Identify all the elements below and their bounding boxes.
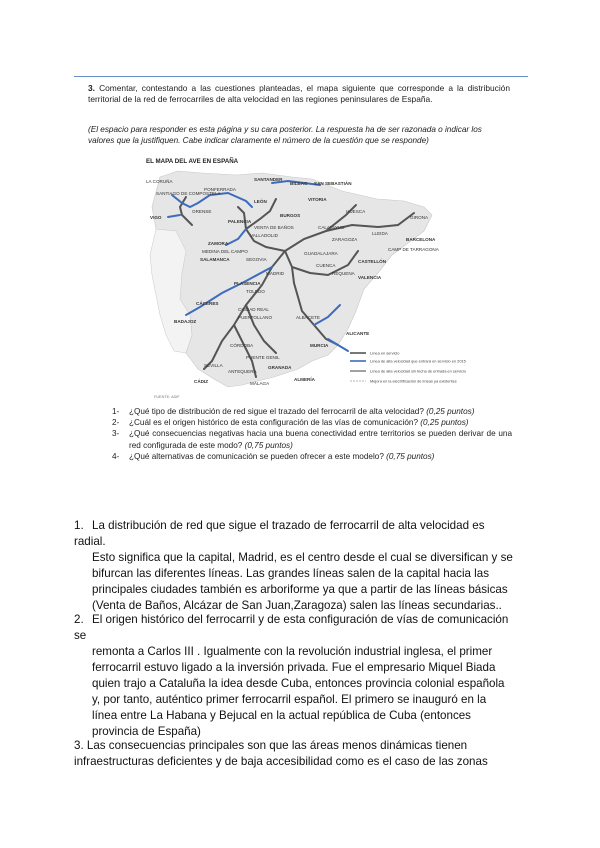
question-heading-text: Comentar, contestando a las cuestiones planteadas, el mapa siguiente que corresponde a la distribución territorial de la red de ferrocarriles de alta velocidad en las regiones peninsulares de España. (88, 83, 510, 105)
city-puentegenil: PUENTE GENIL (246, 355, 280, 360)
legend-nodate: Línea de alta velocidad sin fecha de entrada en servicio (370, 368, 467, 374)
city-girona: GIRONA (410, 215, 429, 220)
city-salamanca: SALAMANCA (200, 257, 230, 262)
subquestion-points: (0,75 puntos) (386, 451, 435, 461)
answer-2-body: remonta a Carlos III . Igualmente con la revolución industrial inglesa, el primer ferrocarril estuvo ligado a la inversión privada. Fue el empresario Miquel Biada quien trajo a Cataluña la idea desde Cuba, entonces provincia colonial española y, por tanto, auténtico primer ferrocarril español. El primero se inauguró en la línea entre La Habana y Bejucal en la actual república de Cuba (entonces provincia de España) (92, 645, 505, 738)
map-credit: FUENTE: ADIF (154, 395, 180, 399)
city-madrid: MADRID (266, 271, 285, 276)
city-ponferrada: PONFERRADA (204, 187, 236, 192)
subquestion-points: (0,25 puntos) (426, 407, 475, 416)
city-toledo: TOLEDO (246, 289, 265, 294)
answer-1-body: Esto significa que la capital, Madrid, es el centro desde el cual se diversifican y se bifurcan las diferentes líneas. Las grandes líneas salen de la capital hacia las principales ciudades también es arboriforme ya que a partir de las líneas básicas (Venta de Baños, Alcázar de San Juan,Zaragoza) salen las líneas secundarias.. (92, 551, 513, 612)
subquestion-number: 4- (112, 451, 120, 461)
city-vigo: VIGO (150, 215, 162, 220)
city-plasencia: PLASENCIA (234, 281, 261, 286)
city-leon: LEÓN (254, 199, 267, 204)
subquestion-points: (0,75 puntos) (244, 440, 293, 450)
legend-service: Línea en servicio (370, 350, 400, 356)
city-burgos: BURGOS (280, 213, 301, 218)
header-rule (74, 76, 528, 77)
subquestion-2 (112, 417, 512, 428)
subquestion-3 (112, 428, 512, 450)
city-murcia: MURCIA (310, 343, 329, 348)
city-venta: VENTA DE BAÑOS (254, 225, 294, 230)
map-legend (350, 351, 466, 384)
answer-3: 3. Las consecuencias principales son que las áreas menos dinámicas tienen infraestructuras deficientes y de baja accesibilidad como es el caso de las zonas (74, 739, 488, 768)
city-zaragoza: ZARAGOZA (332, 237, 358, 242)
city-barcelona: BARCELONA (406, 237, 436, 242)
city-albacete: ALBACETE (296, 315, 320, 320)
answer-2-number: 2. (74, 613, 84, 626)
subquestion-number: 2- (112, 418, 120, 428)
answer-1-number: 1. (74, 519, 84, 532)
city-malaga: MÁLAGA (250, 381, 270, 386)
city-guadalajara: GUADALAJARA (304, 251, 338, 256)
city-caceres: CÁCERES (196, 301, 219, 306)
city-zamora: ZAMORA (208, 241, 229, 246)
legend-2015: Línea de alta velocidad que entrará en servicio en 2015 (370, 358, 466, 364)
question-heading (88, 83, 510, 105)
city-huesca: HUESCA (346, 209, 366, 214)
city-sevilla: SEVILLA (204, 363, 223, 368)
question-note: (El espacio para responder es esta página y su cara posterior. La respuesta ha de ser razonada o indicar los valores que la justifiquen. Cabe indicar claramente el número de la cuestión que se responde) (88, 125, 482, 145)
city-cadiz: CÁDIZ (194, 379, 209, 384)
city-coruna: LA CORUÑA (146, 179, 173, 184)
subquestion-text: ¿Qué tipo de distribución de red sigue el trazado del ferrocarril de alta velocidad? (129, 407, 424, 416)
city-requena: REQUENA (332, 271, 355, 276)
answer-2-first-line (74, 612, 514, 644)
city-bilbao: BILBAO (290, 181, 308, 186)
city-santiago: SANTIAGO DE COMPOSTELA (156, 191, 221, 196)
city-badajoz: BADAJOZ (174, 319, 197, 324)
subquestion-4 (112, 451, 512, 462)
city-segovia: SEGOVIA (246, 257, 267, 262)
subquestion-number: 1- (112, 407, 120, 416)
legend-electrification: Mejora en la electrificación de líneas ya existentes (370, 378, 457, 384)
city-valladolid: VALLADOLID (250, 233, 278, 238)
city-almeria: ALMERÍA (294, 377, 315, 382)
city-puertollano: PUERTOLLANO (238, 315, 273, 320)
answer-1 (74, 518, 514, 614)
subquestion-text: ¿Cuál es el origen histórico de esta configuración de las vías de comunicación? (129, 418, 418, 428)
city-alicante: ALICANTE (346, 331, 370, 336)
subquestion-text: ¿Qué alternativas de comunicación se pueden ofrecer a este modelo? (129, 451, 384, 461)
answer-2-first: El origen histórico del ferrocarril y de esta configuración de vías de comunicación se (74, 613, 509, 642)
ave-map (142, 155, 467, 401)
answer-2 (74, 612, 514, 740)
city-castellon: CASTELLÓN (358, 259, 387, 264)
city-granada: GRANADA (268, 365, 292, 370)
city-antequera: ANTEQUERA (228, 369, 257, 374)
city-vitoria: VITORIA (308, 197, 327, 202)
city-santander: SANTANDER (254, 177, 283, 182)
subquestion-1 (112, 406, 512, 417)
answer-1-first-line (74, 518, 514, 550)
city-ourense: ORENSE (192, 209, 212, 214)
subquestion-text: ¿Qué consecuencias negativas hacia una buena conectividad entre territorios se pueden derivar de una red configurada de este modo? (129, 429, 512, 450)
city-calatayud: CALATAYUD (318, 225, 345, 230)
question-number: 3. (88, 83, 95, 93)
city-medina: MEDINA DEL CAMPO (202, 249, 248, 254)
city-cordoba: CÓRDOBA (230, 343, 254, 348)
city-cuenca: CUENCA (316, 263, 336, 268)
city-valencia: VALENCIA (358, 275, 382, 280)
city-tarragona: CAMP DE TARRAGONA (388, 247, 439, 252)
subquestion-list (112, 406, 512, 462)
map-title: EL MAPA DEL AVE EN ESPAÑA (146, 158, 239, 165)
city-sansebastian: SAN SEBASTIÁN (314, 181, 352, 186)
answer-1-first: La distribución de red que sigue el trazado de ferrocarril de alta velocidad es radial. (74, 519, 485, 548)
city-lleida: LLEIDA (372, 231, 388, 236)
city-palencia: PALENCIA (228, 219, 252, 224)
city-ciudadreal: CIUDAD REAL (238, 307, 269, 312)
subquestion-points: (0,25 puntos) (420, 418, 469, 428)
subquestion-number: 3- (112, 429, 120, 439)
